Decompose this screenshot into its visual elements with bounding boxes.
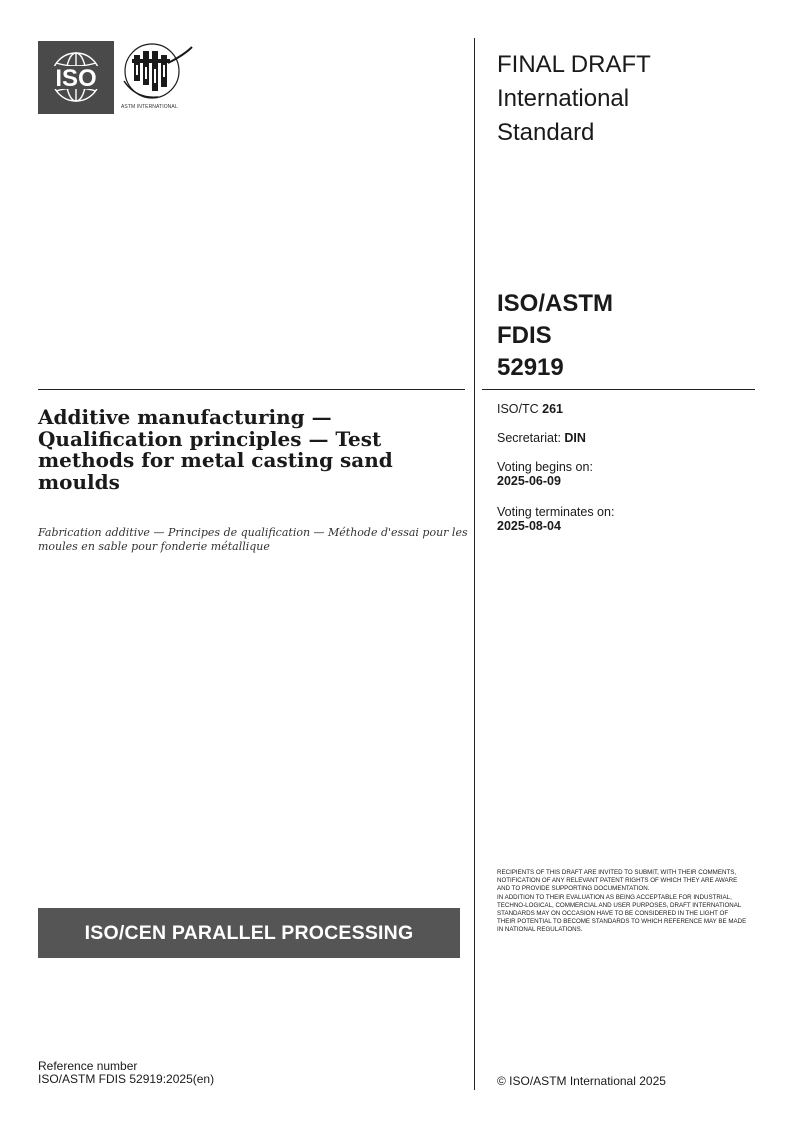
status-line: Standard — [497, 119, 595, 146]
iso-logo-text: ISO — [55, 65, 97, 92]
status-line: International — [497, 85, 630, 112]
id-line: 52919 — [497, 354, 564, 381]
reference-number — [38, 1060, 214, 1086]
secretariat-info — [497, 431, 586, 445]
notice-paragraph: IN ADDITION TO THEIR EVALUATION AS BEING ACCEPTABLE FOR INDUSTRIAL, TECHNO-LOGICAL, COMMERCIAL AND USER PURPOSES, DRAFT INTERNATIONAL STANDARDS MAY ON OCCASION HAVE TO BE CONSIDERED IN THE LIGHT OF THEIR POTENTIAL TO BECOME STANDARDS TO WHICH REFERENCE MAY BE MADE IN NATIONAL REGULATIONS. — [497, 894, 747, 933]
committee-value: 261 — [542, 402, 564, 416]
id-line: ISO/ASTM — [497, 290, 614, 317]
id-line: FDIS — [497, 322, 552, 349]
document-title-french: Fabrication additive — Principes de qualification — Méthode d'essai pour les moules en sable pour fonderie métallique — [38, 526, 468, 553]
voting-begins-value: 2025-06-09 — [497, 474, 561, 488]
notice-paragraph: RECIPIENTS OF THIS DRAFT ARE INVITED TO SUBMIT, WITH THEIR COMMENTS, NOTIFICATION OF ANY RELEVANT PATENT RIGHTS OF WHICH THEY ARE AWARE AND TO PROVIDE SUPPORTING DOCUMENTATION. — [497, 869, 738, 892]
copyright-notice: © ISO/ASTM International 2025 — [497, 1074, 666, 1088]
reference-value: ISO/ASTM FDIS 52919:2025(en) — [38, 1072, 215, 1086]
divider-right — [482, 389, 755, 390]
iso-logo — [38, 41, 114, 114]
voting-ends-label: Voting terminates on: — [497, 505, 615, 519]
voting-begins — [497, 460, 593, 488]
divider-left — [38, 389, 465, 390]
status-line: FINAL DRAFT — [497, 51, 651, 78]
committee-label: ISO/TC — [497, 402, 539, 416]
secretariat-value: DIN — [564, 431, 586, 445]
secretariat-label: Secretariat: — [497, 431, 561, 445]
reference-label: Reference number — [38, 1059, 138, 1073]
document-title: Additive manufacturing — Qualification principles — Test methods for metal casting sand moulds — [38, 405, 393, 494]
document-identifier — [497, 288, 613, 384]
committee-info — [497, 402, 563, 416]
vertical-divider — [474, 38, 475, 1090]
voting-ends-value: 2025-08-04 — [497, 519, 561, 533]
draft-notice — [497, 869, 747, 935]
parallel-processing-banner: ISO/CEN PARALLEL PROCESSING — [38, 908, 460, 958]
voting-begins-label: Voting begins on: — [497, 460, 593, 474]
voting-ends — [497, 505, 614, 533]
document-status — [497, 48, 651, 150]
astm-caption: ASTM INTERNATIONAL — [121, 104, 178, 110]
